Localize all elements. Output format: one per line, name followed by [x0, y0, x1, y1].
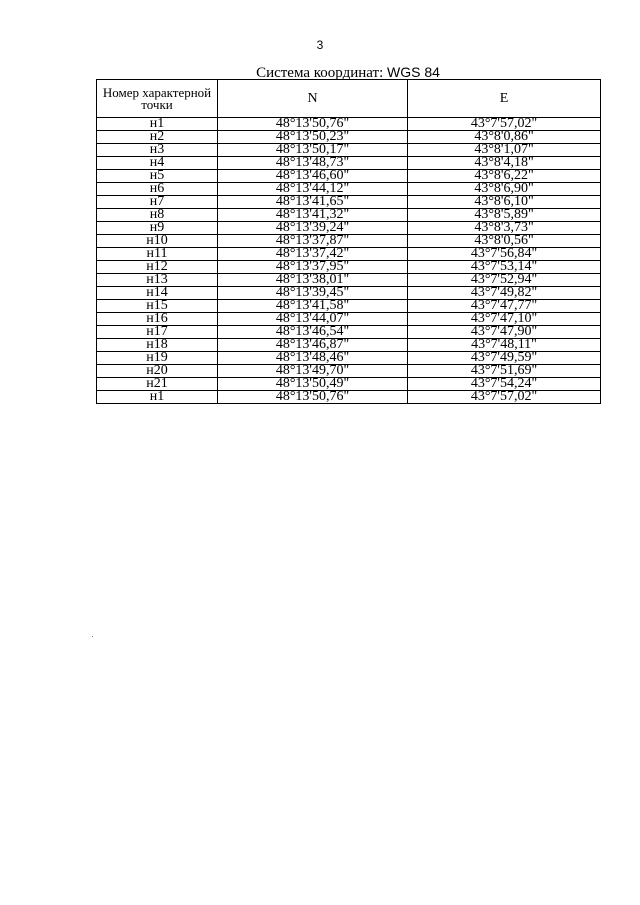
cell-e: 43°8'3,73": [408, 222, 601, 235]
header-e: E: [408, 80, 601, 118]
cell-n: 48°13'39,45": [218, 287, 408, 300]
cell-e: 43°8'0,86": [408, 131, 601, 144]
page-number: 3: [316, 38, 324, 52]
table-row: [97, 391, 601, 404]
cell-n: 48°13'38,01": [218, 274, 408, 287]
cell-n: 48°13'41,58": [218, 300, 408, 313]
header-point-number: Номер характерной точки: [97, 80, 218, 118]
cell-e: 43°8'6,90": [408, 183, 601, 196]
cell-point-number: н11: [97, 248, 218, 261]
cell-n: 48°13'46,54": [218, 326, 408, 339]
cell-n: 48°13'37,87": [218, 235, 408, 248]
cell-point-number: н17: [97, 326, 218, 339]
cell-point-number: н15: [97, 300, 218, 313]
cell-e: 43°7'54,24": [408, 378, 601, 391]
cell-n: 48°13'44,12": [218, 183, 408, 196]
cell-n: 48°13'50,76": [218, 118, 408, 131]
cell-e: 43°7'47,10": [408, 313, 601, 326]
cell-e: 43°8'6,22": [408, 170, 601, 183]
cell-e: 43°7'48,11": [408, 339, 601, 352]
caption-system: WGS 84: [387, 64, 440, 80]
cell-point-number: н16: [97, 313, 218, 326]
cell-point-number: н20: [97, 365, 218, 378]
cell-e: 43°7'49,59": [408, 352, 601, 365]
cell-e: 43°8'4,18": [408, 157, 601, 170]
cell-n: 48°13'50,17": [218, 144, 408, 157]
cell-e: 43°7'51,69": [408, 365, 601, 378]
cell-n: 48°13'48,46": [218, 352, 408, 365]
caption-prefix: Система координат:: [256, 65, 388, 81]
cell-n: 48°13'44,07": [218, 313, 408, 326]
cell-n: 48°13'41,65": [218, 196, 408, 209]
cell-n: 48°13'50,23": [218, 131, 408, 144]
cell-point-number: н12: [97, 261, 218, 274]
cell-e: 43°8'5,89": [408, 209, 601, 222]
cell-point-number: н8: [97, 209, 218, 222]
cell-n: 48°13'46,87": [218, 339, 408, 352]
cell-e: 43°7'52,94": [408, 274, 601, 287]
cell-point-number: н6: [97, 183, 218, 196]
cell-point-number: н2: [97, 131, 218, 144]
cell-e: 43°7'57,02": [408, 391, 601, 404]
cell-point-number: н7: [97, 196, 218, 209]
cell-e: 43°7'49,82": [408, 287, 601, 300]
cell-n: 48°13'37,95": [218, 261, 408, 274]
cell-e: 43°8'6,10": [408, 196, 601, 209]
table-header-row: [97, 80, 601, 118]
cell-e: 43°7'47,90": [408, 326, 601, 339]
cell-point-number: н10: [97, 235, 218, 248]
cell-point-number: н19: [97, 352, 218, 365]
cell-point-number: н21: [97, 378, 218, 391]
cell-point-number: н9: [97, 222, 218, 235]
cell-point-number: н13: [97, 274, 218, 287]
cell-point-number: н1: [97, 391, 218, 404]
cell-n: 48°13'41,32": [218, 209, 408, 222]
cell-n: 48°13'49,70": [218, 365, 408, 378]
cell-n: 48°13'50,49": [218, 378, 408, 391]
cell-point-number: н14: [97, 287, 218, 300]
cell-e: 43°7'57,02": [408, 118, 601, 131]
header-n: N: [218, 80, 408, 118]
cell-n: 48°13'37,42": [218, 248, 408, 261]
coordinates-table: [96, 79, 601, 404]
cell-point-number: н3: [97, 144, 218, 157]
cell-e: 43°7'47,77": [408, 300, 601, 313]
cell-point-number: н5: [97, 170, 218, 183]
cell-e: 43°7'56,84": [408, 248, 601, 261]
cell-point-number: н4: [97, 157, 218, 170]
cell-n: 48°13'46,60": [218, 170, 408, 183]
cell-n: 48°13'50,76": [218, 391, 408, 404]
cell-point-number: н18: [97, 339, 218, 352]
cell-e: 43°7'53,14": [408, 261, 601, 274]
cell-point-number: н1: [97, 118, 218, 131]
cell-e: 43°8'0,56": [408, 235, 601, 248]
scan-speck: [92, 636, 93, 637]
cell-e: 43°8'1,07": [408, 144, 601, 157]
cell-n: 48°13'48,73": [218, 157, 408, 170]
cell-n: 48°13'39,24": [218, 222, 408, 235]
